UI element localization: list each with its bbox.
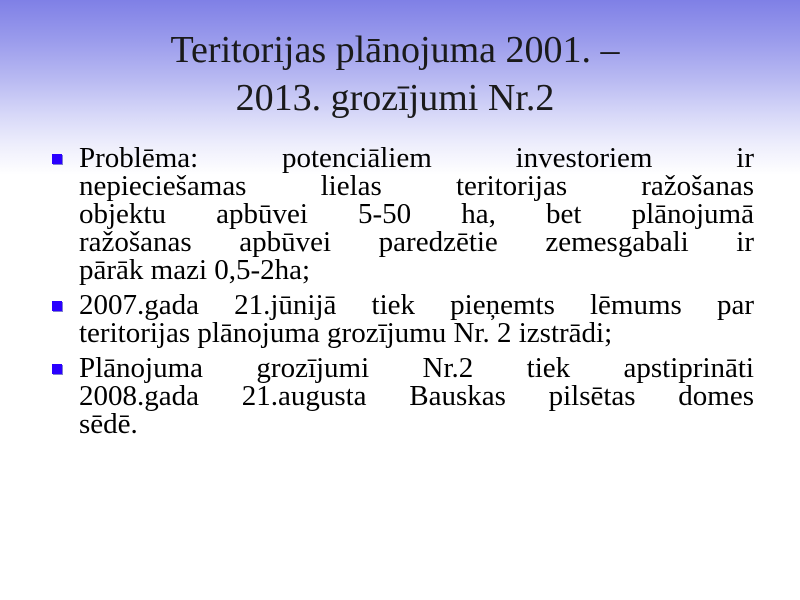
bullet-1-line-2: nepieciešamas lielas teritorijas ražošanas (79, 170, 754, 202)
bullet-2-line-2: teritorijas plānojuma grozījumu Nr. 2 izstrādi; (79, 317, 613, 349)
bullet-3-line-3: sēdē. (79, 408, 138, 440)
bullet-1-line-4: ražošanas apbūvei paredzētie zemesgabali ir (79, 226, 754, 258)
bullet-3-line-1: Plānojuma grozījumi Nr.2 tiek apstiprināti (79, 352, 754, 384)
bullet-1-line-3: objektu apbūvei 5-50 ha, bet plānojumā (79, 198, 754, 230)
title-line-1: Teritorijas plānojuma 2001. – (170, 29, 620, 71)
bullet-1-line-1: Problēma: potenciāliem investoriem ir (79, 142, 754, 174)
bullet-3-line-2: 2008.gada 21.augusta Bauskas pilsētas domes (79, 380, 754, 412)
bullet-list (52, 144, 754, 445)
bullet-item-decision (52, 291, 754, 347)
slide-title (100, 26, 690, 122)
square-bullet-icon (52, 301, 62, 311)
bullet-item-approval (52, 354, 754, 438)
bullet-2-line-1: 2007.gada 21.jūnijā tiek pieņemts lēmums par (79, 289, 754, 321)
square-bullet-icon (52, 364, 62, 374)
title-line-2: 2013. grozījumi Nr.2 (235, 77, 555, 119)
bullet-1-line-5: pārāk mazi 0,5-2ha; (79, 254, 311, 286)
bullet-item-problem (52, 144, 754, 284)
square-bullet-icon (52, 154, 62, 164)
